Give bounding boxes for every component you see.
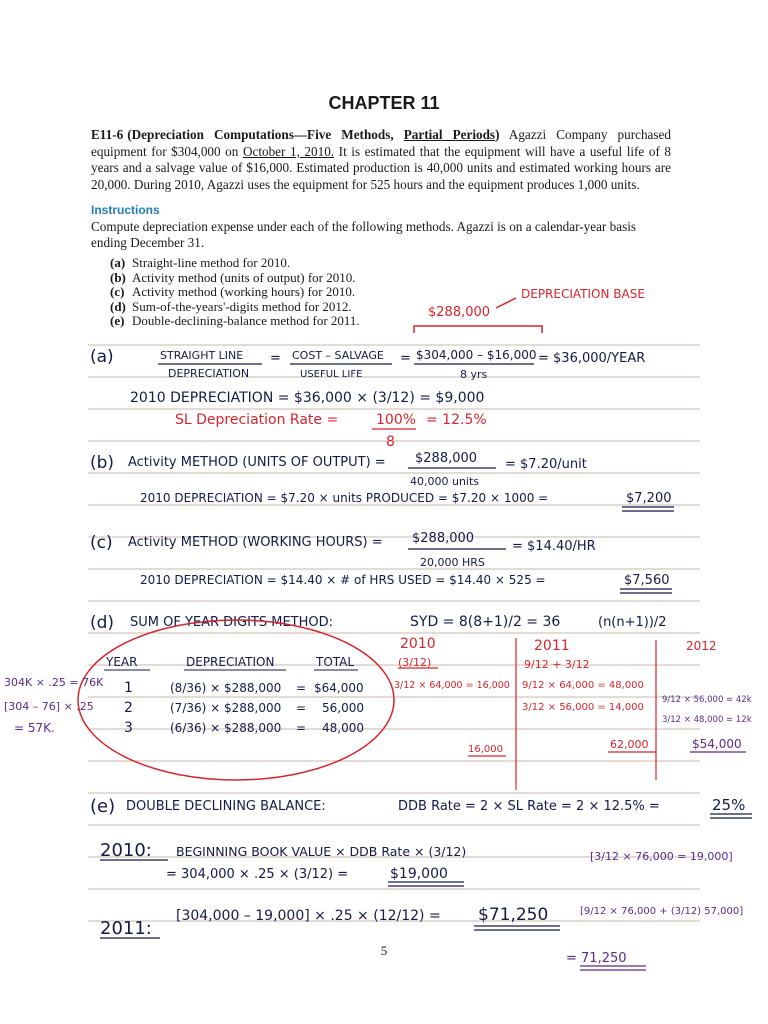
d-2012-calc-b: 3/12 × 48,000 = 12k: [662, 715, 752, 725]
a-rate-result: = 12.5%: [426, 412, 487, 428]
d-2011-total: 62,000: [610, 738, 649, 751]
b-result: = $7.20/unit: [505, 457, 587, 472]
c-den: 20,000 HRS: [420, 556, 485, 569]
a-line2: 2010 DEPRECIATION = $36,000 × (3/12) = $9,000: [130, 390, 485, 406]
b-den: 40,000 units: [410, 475, 480, 488]
d-row-dep: (8/36) × $288,000: [170, 681, 282, 695]
c-result: = $14.40/HR: [512, 539, 596, 554]
c-line2-answer: $7,560: [624, 573, 670, 588]
part-text: Activity method (working hours) for 2010.: [132, 284, 356, 300]
e-title: DOUBLE DECLINING BALANCE:: [126, 799, 326, 814]
d-row-eq: =: [296, 681, 307, 695]
d-2010-header: 2010: [400, 636, 436, 652]
d-row-year: 2: [124, 700, 133, 716]
a-num: $304,000 – $16,000: [416, 348, 537, 362]
d-row-year: 3: [124, 720, 133, 736]
e-2010-line-b: = 304,000 × .25 × (3/12) =: [166, 867, 349, 882]
a-cost-salvage: COST – SALVAGE: [292, 349, 384, 362]
d-row-eq: =: [296, 701, 307, 715]
problem-title-part-a: (Depreciation Computations—Five Methods,: [127, 127, 404, 142]
d-row-total: 48,000: [322, 721, 364, 735]
page-number: 5: [380, 943, 388, 958]
part-label: (a): [110, 255, 126, 270]
d-row-total: 56,000: [322, 701, 364, 715]
b-line2-answer: $7,200: [626, 491, 672, 506]
problem-code: E11-6: [91, 127, 124, 142]
part-label: (e): [110, 313, 125, 329]
d-2011-header: 2011: [534, 638, 570, 654]
part-text: Double-declining-balance method for 2011.: [132, 313, 360, 329]
d-col-year: YEAR: [106, 655, 138, 669]
problem-text-a: Agazzi Company purchased equipment for $304,000 on: [91, 127, 671, 159]
e-2011-answer: $71,250: [478, 905, 549, 925]
c-title: Activity METHOD (WORKING HOURS) =: [128, 535, 383, 550]
a-den: 8 yrs: [460, 368, 488, 381]
e-2011-side-note: [9/12 × 76,000 + (3/12) 57,000]: [580, 906, 744, 917]
d-side-note-3: = 57K.: [14, 721, 55, 735]
part-text: Sum-of-the-years'-digits method for 2012.: [132, 298, 352, 314]
chapter-title: CHAPTER 11: [328, 93, 440, 113]
instructions-heading: Instructions: [91, 203, 160, 217]
e-2010-answer: $19,000: [390, 866, 448, 882]
d-row-total: $64,000: [314, 681, 364, 695]
d-row-dep: (7/36) × $288,000: [170, 701, 282, 715]
instructions-text: Compute depreciation expense under each of the following methods. Agazzi is on a calendar-year basis ending December 31.: [91, 219, 636, 251]
e-2011-line-a: [304,000 – 19,000] × .25 × (12/12) =: [176, 908, 441, 924]
dep-base-label: DEPRECIATION BASE: [521, 287, 645, 301]
e-2010-line-a: BEGINNING BOOK VALUE × DDB Rate × (3/12): [176, 844, 467, 859]
problem-text-date: October 1, 2010.: [242, 143, 335, 159]
d-2010-sub: (3/12): [398, 656, 432, 669]
dep-base-arrow: [496, 298, 516, 308]
a-useful-life: USEFUL LIFE: [300, 369, 363, 380]
part-text: Straight-line method for 2010.: [132, 255, 291, 270]
d-2011-calc-c: 3/12 × 56,000 = 14,000: [522, 702, 644, 713]
b-label: (b): [90, 453, 115, 473]
dep-base-bracket: [414, 326, 542, 333]
e-rate: DDB Rate = 2 × SL Rate = 2 × 12.5% =: [398, 799, 660, 814]
a-rate-label: SL Depreciation Rate =: [175, 412, 339, 428]
d-row-dep: (6/36) × $288,000: [170, 721, 282, 735]
d-side-note-1: 304K × .25 = 76K: [4, 676, 104, 689]
b-title: Activity METHOD (UNITS OF OUTPUT) =: [128, 455, 386, 470]
c-num: $288,000: [412, 531, 475, 546]
b-num: $288,000: [415, 451, 478, 466]
e-2011-label: 2011:: [100, 918, 152, 939]
a-result: = $36,000/YEAR: [538, 351, 646, 366]
a-eq2: =: [400, 351, 411, 366]
e-2010-label: 2010:: [100, 840, 152, 861]
part-label: (b): [110, 269, 126, 285]
a-sl-1: STRAIGHT LINE: [160, 349, 244, 362]
d-row-eq: =: [296, 721, 307, 735]
d-2012-total: $54,000: [692, 737, 742, 751]
d-formula: (n(n+1))/2: [598, 615, 667, 630]
d-label: (d): [90, 613, 115, 633]
d-row-year: 1: [124, 680, 133, 696]
problem-text-c: It is estimated that the equipment will have a useful life of 8 years and a salvage value of $16,000. Estimated production is 40,000 units and estimated working hours are 20,000. During 2010, Agazzi uses the equipment for 525 hours and the equipment produces 1,000 units.: [91, 143, 671, 192]
a-label: (a): [90, 347, 114, 367]
b-line2: 2010 DEPRECIATION = $7.20 × units PRODUCED = $7.20 × 1000 =: [140, 491, 549, 505]
a-eq1: =: [270, 351, 281, 366]
e-label: (e): [90, 796, 116, 817]
c-label: (c): [90, 533, 113, 553]
d-side-note-2: [304 – 76] × .25: [4, 700, 94, 713]
e-2011-side-answer: = 71,250: [566, 951, 627, 966]
d-2010-calc: 3/12 × 64,000 = 16,000: [394, 680, 510, 691]
problem-title-part-b: Partial Periods: [403, 127, 496, 142]
d-title: SUM OF YEAR DIGITS METHOD:: [130, 615, 334, 630]
d-2011-calc-a: 9/12 + 3/12: [524, 658, 590, 671]
e-rate-answer: 25%: [712, 796, 746, 814]
d-col-total: TOTAL: [316, 655, 355, 669]
d-2012-header: 2012: [686, 639, 717, 653]
e-2010-side-note: [3/12 × 76,000 = 19,000]: [590, 850, 733, 863]
d-2011-calc-b: 9/12 × 64,000 = 48,000: [522, 680, 644, 691]
d-2010-total: 16,000: [468, 744, 503, 755]
d-2012-calc-a: 9/12 × 56,000 = 42k: [662, 695, 752, 705]
part-text: Activity method (units of output) for 2010.: [132, 269, 356, 285]
d-syd: SYD = 8(8+1)/2 = 36: [410, 614, 561, 630]
problem-title-part-c: ): [495, 127, 500, 142]
dep-base-amount: $288,000: [428, 305, 491, 320]
a-sl-2: DEPRECIATION: [168, 367, 250, 380]
part-label: (d): [110, 298, 126, 314]
a-rate-num: 100%: [376, 412, 417, 428]
a-rate-den: 8: [386, 434, 395, 450]
c-line2: 2010 DEPRECIATION = $14.40 × # of HRS USED = $14.40 × 525 =: [140, 573, 546, 587]
d-col-dep: DEPRECIATION: [186, 655, 275, 669]
part-label: (c): [110, 284, 125, 300]
